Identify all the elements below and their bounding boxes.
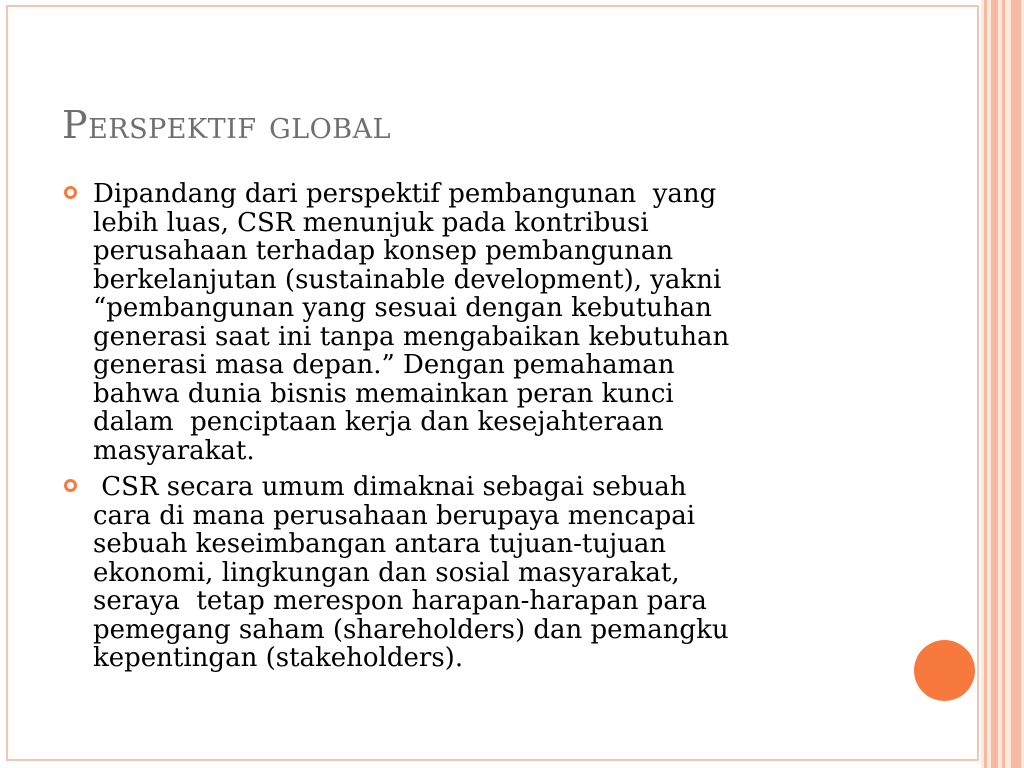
decorative-orange-circle bbox=[914, 640, 975, 701]
bullet-circle-icon bbox=[64, 186, 77, 199]
decorative-stripe bbox=[991, 0, 998, 768]
bullet-item bbox=[60, 473, 880, 673]
bullet-text: CSR secara umum dimaknai sebagai sebuah cara di mana perusahaan berupaya mencapai sebuah keseimbangan antara tujuan-tujuan ekonomi, lingkungan dan sosial masyarakat, seraya tetap merespon harapan-harapan para pemegang saham (shareholders) dan pemangku kepentingan (stakeholders). bbox=[93, 472, 729, 673]
decorative-stripe bbox=[1011, 0, 1021, 768]
bullet-circle-icon bbox=[64, 479, 77, 492]
decorative-stripe bbox=[1002, 0, 1005, 768]
bullet-item bbox=[60, 180, 880, 465]
slide-title: Perspektif global bbox=[62, 103, 392, 147]
decorative-stripe bbox=[984, 0, 987, 768]
bullet-list bbox=[60, 180, 880, 681]
bullet-text: Dipandang dari perspektif pembangunan yang lebih luas, CSR menunjuk pada kontribusi perusahaan terhadap konsep pembangunan berkelanjutan (sustainable development), yakni “pembangunan yang sesuai dengan kebutuhan generasi saat ini tanpa mengabaikan kebutuhan generasi masa depan.” Dengan pemahaman bahwa dunia bisnis memainkan peran kunci dalam penciptaan kerja dan kesejahteraan masyarakat. bbox=[93, 179, 730, 466]
